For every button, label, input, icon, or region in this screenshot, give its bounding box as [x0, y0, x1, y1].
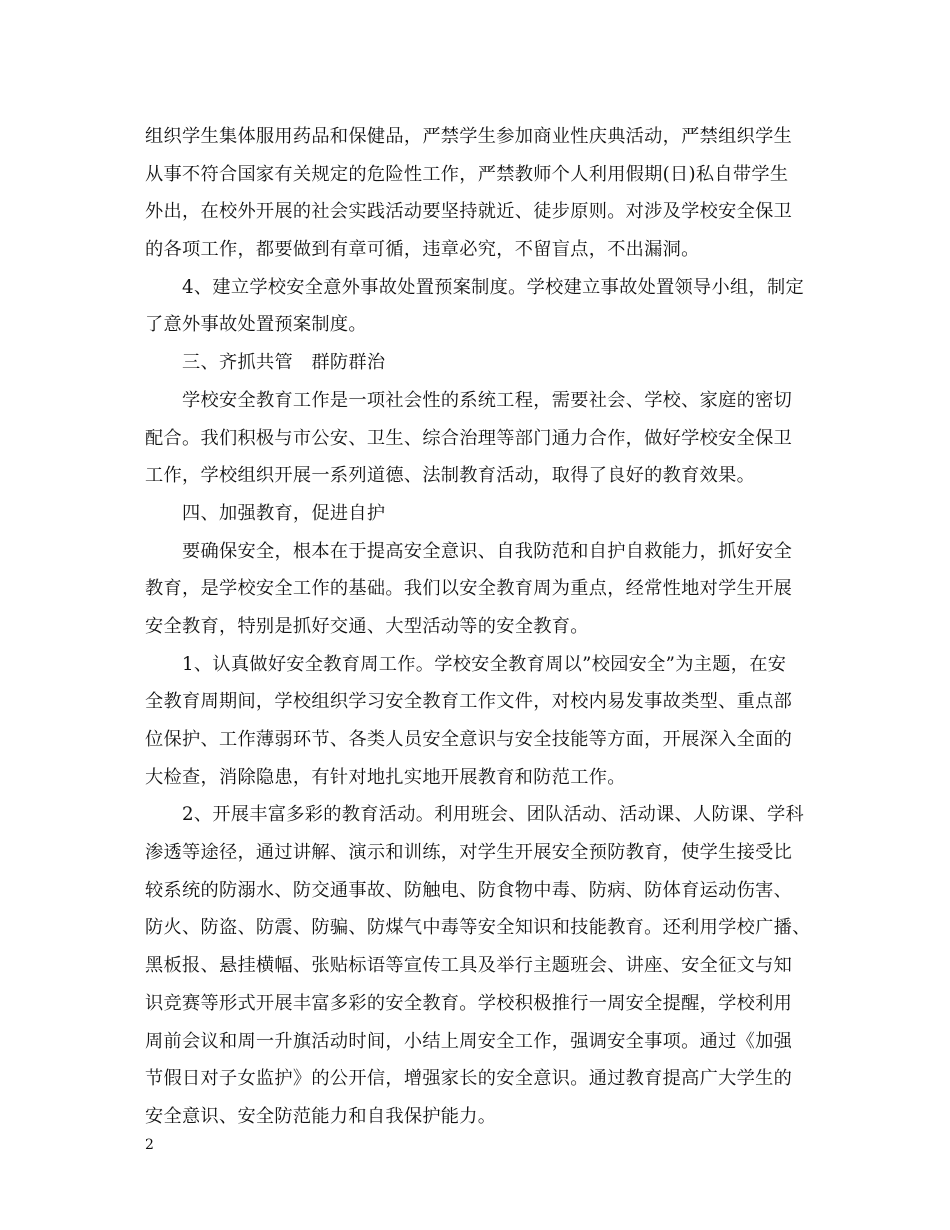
- paragraph-start-line: 学校安全教育工作是一项社会性的系统工程，需要社会、学校、家庭的密切: [182, 389, 793, 411]
- text-line: 识竞赛等形式开展丰富多彩的安全教育。学校积极推行一周安全提醒，学校利用: [145, 992, 793, 1014]
- paragraph-start-line: 2、开展丰富多彩的教育活动。利用班会、团队活动、活动课、人防课、学科: [182, 804, 804, 826]
- paragraph-start-line: 1、认真做好安全教育周工作。学校安全教育周以”校园安全”为主题，在安: [182, 653, 787, 675]
- text-line: 外出，在校外开展的社会实践活动要坚持就近、徒步原则。对涉及学校安全保卫: [145, 201, 793, 223]
- text-line: 的各项工作，都要做到有章可循，违章必究，不留盲点，不出漏洞。: [145, 239, 700, 261]
- paragraph-start-line: 4、建立学校安全意外事故处置预案制度。学校建立事故处置领导小组，制定: [182, 276, 804, 298]
- text-line: 渗透等途径，通过讲解、演示和训练，对学生开展安全预防教育，使学生接受比: [145, 842, 793, 864]
- section-heading: 四、加强教育，促进自护: [182, 502, 386, 524]
- text-line: 位保护、工作薄弱环节、各类人员安全意识与安全技能等方面，开展深入全面的: [145, 729, 793, 750]
- text-line: 防火、防盗、防震、防骗、防煤气中毒等安全知识和技能教育。还利用学校广播、: [145, 917, 811, 939]
- text-line: 全教育周期间，学校组织学习安全教育工作文件，对校内易发事故类型、重点部: [145, 691, 793, 713]
- text-line: 大检查，消除隐患，有针对地扎实地开展教育和防范工作。: [145, 766, 626, 788]
- text-line: 了意外事故处置预案制度。: [145, 314, 367, 336]
- text-line: 节假日对子女监护》的公开信，增强家长的安全意识。通过教育提高广大学生的: [145, 1068, 793, 1090]
- page-number: 2: [145, 1137, 154, 1153]
- text-line: 教育，是学校安全工作的基础。我们以安全教育周为重点，经常性地对学生开展: [145, 578, 793, 600]
- text-line: 配合。我们积极与市公安、卫生、综合治理等部门通力合作，做好学校安全保卫: [145, 427, 793, 449]
- text-line: 安全教育，特别是抓好交通、大型活动等的安全教育。: [145, 615, 589, 637]
- paragraph-start-line: 要确保安全，根本在于提高安全意识、自我防范和自护自救能力，抓好安全: [182, 540, 793, 562]
- document-body: [145, 118, 811, 1136]
- section-heading: 三、齐抓共管 群防群治: [182, 352, 386, 374]
- text-line: 工作，学校组织开展一系列道德、法制教育活动，取得了良好的教育效果。: [145, 465, 756, 487]
- text-line: 较系统的防溺水、防交通事故、防触电、防食物中毒、防病、防体育运动伤害、: [145, 879, 793, 901]
- text-line: 组织学生集体服用药品和保健品，严禁学生参加商业性庆典活动，严禁组织学生: [145, 126, 793, 147]
- text-line: 安全意识、安全防范能力和自我保护能力。: [145, 1105, 497, 1127]
- text-line: 从事不符合国家有关规定的危险性工作，严禁教师个人利用假期(日)私自带学生: [145, 163, 789, 185]
- text-line: 黑板报、悬挂横幅、张贴标语等宣传工具及举行主题班会、讲座、安全征文与知: [145, 955, 793, 977]
- text-line: 周前会议和周一升旗活动时间，小结上周安全工作，强调安全事项。通过《加强: [145, 1030, 793, 1052]
